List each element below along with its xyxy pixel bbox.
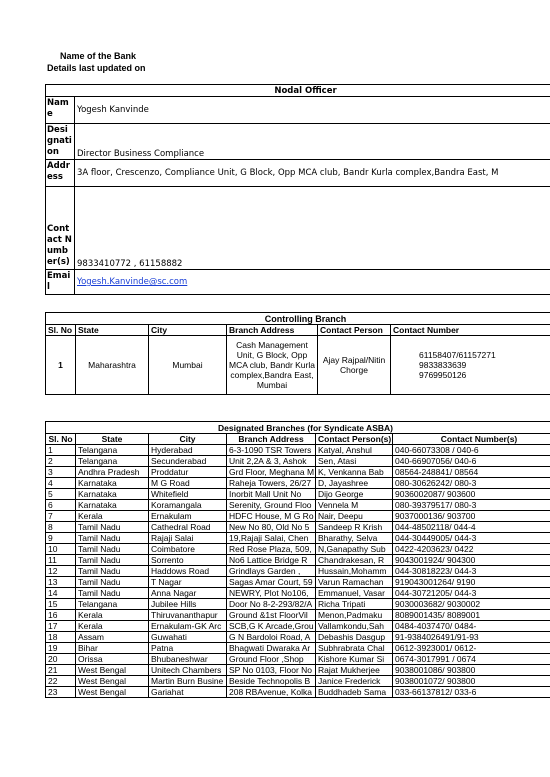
row-sl: 13 — [46, 577, 76, 588]
row-sl: 21 — [46, 665, 76, 676]
row-contact-person: Vallamkondu,Sah — [316, 621, 393, 632]
row-sl: 22 — [46, 676, 76, 687]
row-contact-number: 9030003682/ 9030002 — [393, 599, 550, 610]
row-contact-number: 91-9384026491/91-93 — [393, 632, 550, 643]
row-address: Inorbit Mall Unit No — [227, 489, 316, 500]
row-contact-number: 080-39379517/ 080-3 — [393, 500, 550, 511]
table-row — [46, 336, 550, 395]
row-sl: 1 — [46, 445, 76, 456]
row-contact-number: 033-66137812/ 033-6 — [393, 687, 550, 698]
row-contact-person: D, Jayashree — [316, 478, 393, 489]
nodal-address: 3A floor, Crescenzo, Compliance Unit, G Block, Opp MCA club, Bandr Kurla complex,Bandra East, M — [75, 160, 550, 187]
row-city: M G Road — [149, 478, 227, 489]
row-address: Ground &1st FloorVil — [227, 610, 316, 621]
row-state: Bihar — [76, 643, 149, 654]
row-state: Tamil Nadu — [76, 544, 149, 555]
row-address: Unit 2,2A & 3, Ashok — [227, 456, 316, 467]
ctrl-address: Cash Management Unit, G Block, Opp MCA club, Bandr Kurla complex,Bandra East, Mumbai — [227, 336, 318, 395]
controlling-branch-table — [45, 312, 550, 395]
row-city: Patna — [149, 643, 227, 654]
row-state: Andhra Pradesh — [76, 467, 149, 478]
row-contact-person: Rajat Mukherjee — [316, 665, 393, 676]
table-row — [46, 654, 550, 665]
row-state: Tamil Nadu — [76, 588, 149, 599]
row-sl: 9 — [46, 533, 76, 544]
row-contact-number: 9043001924/ 904300 — [393, 555, 550, 566]
col-header-city: City — [149, 434, 227, 445]
row-sl: 15 — [46, 599, 76, 610]
row-contact-person: Buddhadeb Sama — [316, 687, 393, 698]
row-city: Unitech Chambers — [149, 665, 227, 676]
row-city: Gariahat — [149, 687, 227, 698]
row-city: Koramangala — [149, 500, 227, 511]
row-sl: 18 — [46, 632, 76, 643]
table-row — [46, 478, 550, 489]
row-address: Serenity, Ground Floo — [227, 500, 316, 511]
row-address: 208 RBAvenue, Kolka — [227, 687, 316, 698]
col-header-contact-person: Contact Person — [318, 325, 391, 336]
col-header-contact-number: Contact Number(s) — [393, 434, 550, 445]
row-address: 19,Rajaji Salai, Chen — [227, 533, 316, 544]
table-row — [46, 445, 550, 456]
row-contact-number: 08564-248841/ 08564 — [393, 467, 550, 478]
row-contact-number: 0612-3923001/ 0612- — [393, 643, 550, 654]
col-header-sl: Sl. No — [46, 325, 76, 336]
row-contact-person: Bharathy, Selva — [316, 533, 393, 544]
row-state: Kerala — [76, 511, 149, 522]
row-state: Tamil Nadu — [76, 577, 149, 588]
table-row — [46, 577, 550, 588]
row-city: Martin Burn Busine — [149, 676, 227, 687]
nodal-email-link[interactable]: Yogesh.Kanvinde@sc.com — [77, 277, 188, 287]
row-state: Tamil Nadu — [76, 555, 149, 566]
col-header-city: City — [149, 325, 227, 336]
row-contact-person: Dijo George — [316, 489, 393, 500]
row-contact-number: 044-30818223/ 044-3 — [393, 566, 550, 577]
row-state: Tamil Nadu — [76, 566, 149, 577]
row-city: Jubilee Hills — [149, 599, 227, 610]
row-state: Telangana — [76, 445, 149, 456]
address-label: Address — [46, 160, 75, 187]
table-row — [46, 511, 550, 522]
col-header-address: Branch Address — [227, 325, 318, 336]
name-label: Name — [46, 97, 75, 124]
row-contact-person: Sandeep R Krish — [316, 522, 393, 533]
row-sl: 10 — [46, 544, 76, 555]
nodal-officer-title: Nodal Officer — [46, 85, 550, 97]
row-state: Kerala — [76, 610, 149, 621]
row-sl: 12 — [46, 566, 76, 577]
row-city: Coimbatore — [149, 544, 227, 555]
row-city: Haddows Road — [149, 566, 227, 577]
row-sl: 7 — [46, 511, 76, 522]
ctrl-sl: 1 — [46, 336, 76, 395]
row-city: Proddatur — [149, 467, 227, 478]
row-contact-person: Katyal, Anshul — [316, 445, 393, 456]
row-address: Sagas Amar Court, 59 — [227, 577, 316, 588]
row-address: NEWRY, Plot No106, — [227, 588, 316, 599]
row-address: Grindlays Garden , — [227, 566, 316, 577]
nodal-officer-table — [45, 84, 550, 295]
row-sl: 5 — [46, 489, 76, 500]
row-sl: 6 — [46, 500, 76, 511]
table-row — [46, 599, 550, 610]
table-row — [46, 533, 550, 544]
row-address: Beside Technopolis B — [227, 676, 316, 687]
row-contact-number: 040-66907056/ 040-6 — [393, 456, 550, 467]
row-contact-number: 044-30449005/ 044-3 — [393, 533, 550, 544]
row-address: HDFC House, M G Ro — [227, 511, 316, 522]
designation-label: Designation — [46, 124, 75, 160]
table-row — [46, 643, 550, 654]
col-header-sl: Sl. No — [46, 434, 76, 445]
row-state: Karnataka — [76, 500, 149, 511]
row-sl: 2 — [46, 456, 76, 467]
row-address: No6 Lattice Bridge R — [227, 555, 316, 566]
table-row — [46, 632, 550, 643]
row-contact-person: Richa Tripati — [316, 599, 393, 610]
table-row — [46, 566, 550, 577]
row-contact-number: 0674-3017991 / 0674 — [393, 654, 550, 665]
row-sl: 20 — [46, 654, 76, 665]
col-header-state: State — [76, 325, 149, 336]
row-city: Whitefield — [149, 489, 227, 500]
row-address: Raheja Towers, 26/27 — [227, 478, 316, 489]
row-sl: 4 — [46, 478, 76, 489]
row-state: Tamil Nadu — [76, 522, 149, 533]
row-city: Rajaji Salai — [149, 533, 227, 544]
bank-name-label: Name of the Bank — [60, 51, 137, 61]
table-row — [46, 500, 550, 511]
table-row — [46, 687, 550, 698]
row-contact-person: N,Ganapathy Sub — [316, 544, 393, 555]
row-sl: 19 — [46, 643, 76, 654]
row-contact-number: 0484-4037470/ 0484- — [393, 621, 550, 632]
table-row — [46, 544, 550, 555]
table-row — [46, 456, 550, 467]
email-label: Email — [46, 270, 75, 295]
row-sl: 8 — [46, 522, 76, 533]
row-city: Sorrento — [149, 555, 227, 566]
row-city: Cathedral Road — [149, 522, 227, 533]
row-address: SP No 0103, Floor No — [227, 665, 316, 676]
row-contact-person: Sen, Atasi — [316, 456, 393, 467]
row-contact-number: 040-66073308 / 040-6 — [393, 445, 550, 456]
row-city: Thiruvananthapur — [149, 610, 227, 621]
ctrl-state: Maharashtra — [76, 336, 149, 395]
row-contact-person: Kishore Kumar Si — [316, 654, 393, 665]
row-state: West Bengal — [76, 687, 149, 698]
row-state: Karnataka — [76, 478, 149, 489]
row-contact-person: Chandrakesan, R — [316, 555, 393, 566]
row-contact-person: Debashis Dasgup — [316, 632, 393, 643]
row-state: Tamil Nadu — [76, 533, 149, 544]
table-row — [46, 665, 550, 676]
table-row — [46, 489, 550, 500]
table-row — [46, 467, 550, 478]
row-contact-person: Nair, Deepu — [316, 511, 393, 522]
col-header-contact-number: Contact Number — [391, 325, 550, 336]
row-city: Anna Nagar — [149, 588, 227, 599]
row-sl: 14 — [46, 588, 76, 599]
row-sl: 23 — [46, 687, 76, 698]
ctrl-city: Mumbai — [149, 336, 227, 395]
row-city: Secunderabad — [149, 456, 227, 467]
row-address: Red Rose Plaza, 509, — [227, 544, 316, 555]
table-row — [46, 610, 550, 621]
row-address: Grd Floor, Meghana M — [227, 467, 316, 478]
table-row — [46, 588, 550, 599]
row-contact-person: Vennela M — [316, 500, 393, 511]
row-address: New No 80, Old No 5 — [227, 522, 316, 533]
row-state: Karnataka — [76, 489, 149, 500]
row-contact-number: 9038001072/ 903800 — [393, 676, 550, 687]
row-address: Ground Floor ,Shop — [227, 654, 316, 665]
col-header-state: State — [76, 434, 149, 445]
ctrl-number: 61158407/61157271 9833833639 9769950126 — [391, 336, 550, 395]
table-row — [46, 522, 550, 533]
row-state: Telangana — [76, 599, 149, 610]
row-contact-number: 919043001264/ 9190 — [393, 577, 550, 588]
ctrl-person: Ajay Rajpal/Nitin Chorge — [318, 336, 391, 395]
row-state: Telangana — [76, 456, 149, 467]
nodal-name: Yogesh Kanvinde — [75, 97, 550, 124]
nodal-designation: Director Business Compliance — [75, 124, 550, 160]
row-address: Door No 8-2-293/82/A — [227, 599, 316, 610]
designated-branches-title: Designated Branches (for Syndicate ASBA) — [46, 422, 550, 434]
row-contact-person: Emmanuel, Vasar — [316, 588, 393, 599]
row-address: G N Bardoloi Road, A — [227, 632, 316, 643]
row-contact-number: 080-30626242/ 080-3 — [393, 478, 550, 489]
row-contact-number: 9036002087/ 903600 — [393, 489, 550, 500]
row-contact-person: Janice Frederick — [316, 676, 393, 687]
col-header-address: Branch Address — [227, 434, 316, 445]
row-state: West Bengal — [76, 676, 149, 687]
designated-branches-table — [45, 421, 550, 698]
row-contact-person: Menon,Padmaku — [316, 610, 393, 621]
table-row — [46, 676, 550, 687]
row-contact-person: Varun Ramachan — [316, 577, 393, 588]
row-contact-number: 0422-4203623/ 0422 — [393, 544, 550, 555]
row-contact-number: 8089001435/ 8089001 — [393, 610, 550, 621]
row-state: West Bengal — [76, 665, 149, 676]
col-header-contact-person: Contact Person(s) — [316, 434, 393, 445]
row-contact-person: Hussain,Mohamm — [316, 566, 393, 577]
row-city: Ernakulam-GK Arc — [149, 621, 227, 632]
row-sl: 16 — [46, 610, 76, 621]
row-state: Kerala — [76, 621, 149, 632]
row-contact-number: 9038001086/ 903800 — [393, 665, 550, 676]
row-sl: 3 — [46, 467, 76, 478]
row-city: Bhubaneshwar — [149, 654, 227, 665]
table-row — [46, 555, 550, 566]
row-city: Guwahati — [149, 632, 227, 643]
row-city: T Nagar — [149, 577, 227, 588]
row-address: Bhagwati Dwaraka Ar — [227, 643, 316, 654]
row-city: Hyderabad — [149, 445, 227, 456]
row-address: SCB,G K Arcade,Grou — [227, 621, 316, 632]
row-contact-number: 044-30721205/ 044-3 — [393, 588, 550, 599]
row-sl: 17 — [46, 621, 76, 632]
row-city: Ernakulam — [149, 511, 227, 522]
contact-label: Contact Number(s) — [46, 187, 75, 270]
row-sl: 11 — [46, 555, 76, 566]
row-state: Assam — [76, 632, 149, 643]
row-contact-number: 9037000136/ 903700 — [393, 511, 550, 522]
row-state: Orissa — [76, 654, 149, 665]
last-updated-label: Details last updated on — [47, 63, 146, 73]
row-contact-person: K, Venkanna Bab — [316, 467, 393, 478]
row-contact-person: Subhrabrata Chal — [316, 643, 393, 654]
nodal-contact: 9833410772 , 61158882 — [75, 187, 550, 270]
controlling-branch-title: Controlling Branch — [46, 313, 550, 325]
row-contact-number: 044-48502118/ 044-4 — [393, 522, 550, 533]
table-row — [46, 621, 550, 632]
row-address: 6-3-1090 TSR Towers — [227, 445, 316, 456]
